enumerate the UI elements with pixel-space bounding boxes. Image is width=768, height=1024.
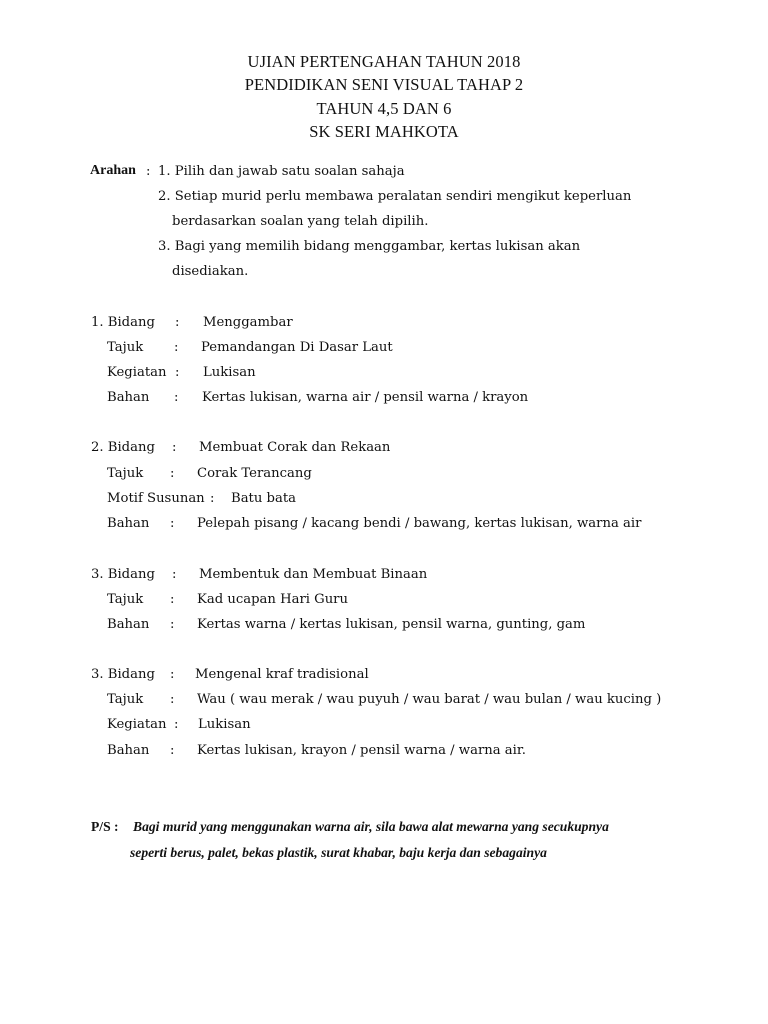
field-colon: : [175,365,180,380]
field-colon: : [170,466,175,481]
ps-line-1: Bagi murid yang menggunakan warna air, sila bawa alat mewarna yang secukupnya [133,819,609,834]
field-value: Mengenal kraf tradisional [195,667,369,682]
exam-title: UJIAN PERTENGAHAN TAHUN 2018 [247,52,521,71]
field-label: 1. Bidang [91,315,155,330]
field-colon: : [210,491,215,506]
year-levels: TAHUN 4,5 DAN 6 [316,98,452,118]
field-label: Kegiatan [107,365,167,380]
field-value: Kertas warna / kertas lukisan, pensil warna, gunting, gam [197,617,586,632]
instruction-item-1: 1. Pilih dan jawab satu soalan sahaja [158,164,405,179]
ps-line-2: seperti berus, palet, bekas plastik, surat khabar, baju kerja dan sebagainya [130,845,547,860]
field-label: Bahan [107,390,150,405]
instruction-item-3: 3. Bagi yang memilih bidang menggambar, kertas lukisan akan [158,239,581,254]
field-value: Corak Terancang [197,466,312,481]
field-colon: : [172,440,177,455]
school-name: SK SERI MAHKOTA [309,121,459,141]
field-value: Lukisan [203,365,256,380]
field-colon: : [170,516,175,531]
field-colon: : [170,692,175,707]
field-colon: : [172,567,177,582]
ps-label: P/S : [91,819,119,834]
field-label: Kegiatan [107,717,167,732]
field-label: 3. Bidang [91,667,155,682]
field-label: 3. Bidang [91,567,155,582]
instruction-item-3-cont: disediakan. [172,264,249,279]
field-label: Tajuk [107,340,144,355]
field-colon: : [170,667,175,682]
field-value: Menggambar [203,315,293,330]
instruction-item-2: 2. Setiap murid perlu membawa peralatan sendiri mengikut keperluan [158,189,632,204]
field-colon: : [174,390,179,405]
field-colon: : [170,617,175,632]
field-value: Batu bata [231,491,297,506]
instructions-colon: : [146,164,151,179]
field-colon: : [170,592,175,607]
instruction-item-2-cont: berdasarkan soalan yang telah dipilih. [172,214,429,229]
field-label: Tajuk [107,692,144,707]
field-value: Kad ucapan Hari Guru [197,592,348,607]
field-label: Motif Susunan [107,491,205,506]
document-header [0,50,768,143]
field-value: Membentuk dan Membuat Binaan [199,567,428,582]
field-label: Bahan [107,743,150,758]
field-value: Wau ( wau merak / wau puyuh / wau barat / wau bulan / wau kucing ) [197,692,662,707]
field-value: Pelepah pisang / kacang bendi / bawang, kertas lukisan, warna air [197,516,642,531]
field-value: Lukisan [198,717,251,732]
field-value: Membuat Corak dan Rekaan [199,440,391,455]
field-label: Tajuk [107,592,144,607]
field-value: Pemandangan Di Dasar Laut [201,340,393,355]
field-label: Bahan [107,617,150,632]
field-value: Kertas lukisan, krayon / pensil warna / warna air. [197,743,526,758]
field-colon: : [175,315,180,330]
field-label: Tajuk [107,466,144,481]
field-value: Kertas lukisan, warna air / pensil warna / krayon [202,390,529,405]
field-colon: : [174,717,179,732]
instructions-label: Arahan [90,163,136,178]
subject-title: PENDIDIKAN SENI VISUAL TAHAP 2 [244,75,524,95]
field-colon: : [170,743,175,758]
field-colon: : [174,340,179,355]
field-label: 2. Bidang [91,440,155,455]
field-label: Bahan [107,516,150,531]
